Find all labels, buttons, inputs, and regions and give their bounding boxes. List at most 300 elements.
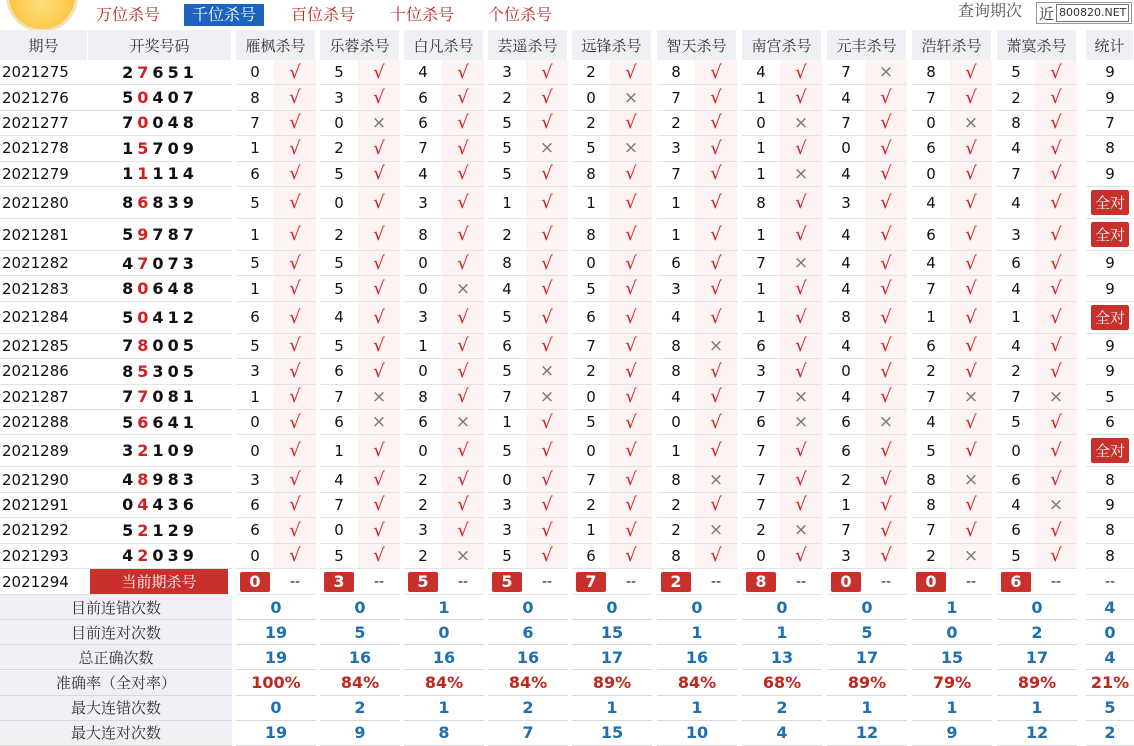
correct-icon: √ [695,385,737,410]
table-row [0,359,1134,384]
summary-row [0,595,1134,620]
site-logo [6,0,78,32]
kill-number: 5 [320,544,358,569]
pending-placeholder: -- [274,569,316,595]
kill-number: 1 [742,136,780,161]
draw-digit: 3 [152,361,168,381]
draw-digit: 7 [122,113,138,133]
issue-cell: 2021281 [0,219,88,251]
all-correct-badge: 全对 [1091,190,1129,215]
kill-number: 8 [404,385,442,410]
kill-number: 4 [320,467,358,492]
correct-icon: √ [610,410,652,435]
kill-number: 3 [657,136,695,161]
kill-number: 7 [742,493,780,518]
draw-digit: 4 [152,495,168,515]
draw-digit: 7 [152,138,168,158]
kill-number: 2 [572,111,610,136]
issue-cell: 2021282 [0,251,88,276]
correct-icon: √ [610,60,652,85]
kill-number: 7 [827,111,865,136]
summary-stat: 5 [1086,696,1134,721]
kill-number: 2 [912,544,950,569]
draw-digit: 1 [152,441,168,461]
draw-digit: 5 [182,336,198,356]
draw-digit: 4 [152,88,168,108]
kill-number: 4 [827,334,865,359]
summary-value: 89% [827,671,907,696]
draw-digit: 3 [167,193,183,212]
current-kill-digit: 0 [831,572,861,592]
table-row [0,136,1134,161]
correct-icon: √ [274,385,316,410]
correct-icon: √ [274,162,316,187]
kill-number: 0 [742,544,780,569]
kill-number: 2 [488,219,526,251]
kill-number: 4 [912,251,950,276]
kill-number: 2 [320,219,358,251]
correct-icon: √ [358,187,400,219]
correct-icon: √ [695,276,737,301]
current-kill-banner [90,569,228,595]
issue-cell: 2021278 [0,136,88,161]
current-stat-placeholder: -- [1086,569,1134,595]
correct-icon: √ [442,385,484,410]
kill-number: 7 [997,162,1035,187]
correct-icon: √ [865,219,907,251]
correct-icon: √ [358,467,400,492]
tab-2[interactable]: 千位杀号 [184,4,264,26]
correct-icon: √ [780,544,822,569]
tab-4[interactable]: 十位杀号 [390,5,455,24]
draw-number [88,410,232,435]
kill-number: 6 [997,251,1035,276]
correct-icon: √ [526,276,568,301]
draw-number [88,276,232,301]
correct-icon: √ [442,219,484,251]
draw-digit: 0 [152,336,168,356]
correct-icon: √ [526,410,568,435]
correct-icon: √ [695,219,737,251]
correct-icon: √ [780,435,822,467]
correct-icon: √ [610,111,652,136]
correct-icon: √ [610,251,652,276]
draw-digit: 1 [167,307,183,327]
draw-digit: 9 [152,470,168,490]
issue-cell: 2021280 [0,187,88,219]
correct-icon: √ [274,136,316,161]
correct-icon: √ [950,493,992,518]
row-stat: 9 [1086,85,1134,110]
summary-value: 68% [742,671,822,696]
kill-number: 0 [742,111,780,136]
kill-number: 4 [657,385,695,410]
correct-icon: √ [274,359,316,384]
correct-icon: √ [695,435,737,467]
wrong-icon: × [780,251,822,276]
current-kill-digit: 2 [661,572,691,592]
draw-digit: 4 [167,412,183,432]
kill-number: 7 [912,85,950,110]
issue-cell: 2021287 [0,385,88,410]
issue-cell: 2021290 [0,467,88,492]
correct-icon: √ [780,302,822,334]
draw-digit: 6 [152,412,168,432]
correct-icon: √ [780,334,822,359]
draw-number [88,544,232,569]
correct-icon: √ [1035,187,1077,219]
kill-number: 5 [572,136,610,161]
kill-number: 6 [404,410,442,435]
summary-value: 8 [404,721,484,746]
draw-digit: 6 [152,62,168,82]
wrong-icon: × [526,136,568,161]
kill-number: 1 [236,385,274,410]
kill-number: 8 [572,219,610,251]
kill-number: 0 [404,435,442,467]
kill-number: 8 [488,251,526,276]
correct-icon: √ [358,251,400,276]
kill-number: 7 [742,467,780,492]
summary-stat: 21% [1086,671,1134,696]
draw-digit: 8 [167,470,183,490]
kill-number: 3 [827,544,865,569]
draw-number [88,85,232,110]
draw-digit: 7 [122,336,138,356]
correct-icon: √ [610,162,652,187]
wrong-icon: × [1035,385,1077,410]
kill-number: 0 [320,518,358,543]
correct-icon: √ [442,111,484,136]
draw-number [88,162,232,187]
kill-number: 7 [572,467,610,492]
pending-placeholder: -- [865,569,907,595]
kill-number: 8 [657,359,695,384]
kill-number: 1 [742,162,780,187]
kill-number: 3 [320,85,358,110]
table-row [0,251,1134,276]
wrong-icon: × [610,85,652,110]
correct-icon: √ [865,493,907,518]
kill-number: 6 [912,136,950,161]
correct-icon: √ [526,60,568,85]
header-expert-10: 萧寞杀号 [997,30,1077,60]
current-kill-number [404,569,442,595]
correct-icon: √ [780,219,822,251]
kill-number: 8 [997,111,1035,136]
kill-number: 5 [320,276,358,301]
correct-icon: √ [274,85,316,110]
pending-placeholder: -- [695,569,737,595]
kill-number: 6 [742,410,780,435]
kill-number: 5 [236,251,274,276]
table-row [0,162,1134,187]
kill-number: 4 [997,493,1035,518]
header-expert-2: 乐蓉杀号 [320,30,400,60]
issue-cell: 2021293 [0,544,88,569]
kill-number-table [0,30,1134,746]
correct-icon: √ [358,544,400,569]
kill-number: 0 [572,85,610,110]
correct-icon: √ [442,85,484,110]
draw-number [88,60,232,85]
kill-number: 2 [657,518,695,543]
kill-number: 1 [236,136,274,161]
table-row [0,302,1134,334]
correct-icon: √ [526,251,568,276]
correct-icon: √ [865,435,907,467]
kill-number: 0 [827,136,865,161]
kill-number: 4 [997,276,1035,301]
draw-digit: 1 [182,412,198,432]
kill-number: 6 [742,334,780,359]
correct-icon: √ [1035,359,1077,384]
draw-number [88,136,232,161]
wrong-icon: × [358,410,400,435]
kill-number: 3 [236,359,274,384]
current-kill-label: 当前期杀号 [90,569,228,594]
correct-icon: √ [695,251,737,276]
correct-icon: √ [950,187,992,219]
draw-digit-thousands: 9 [137,225,153,244]
correct-icon: √ [950,302,992,334]
draw-digit-thousands: 6 [137,412,153,432]
summary-row [0,671,1134,696]
summary-label: 准确率（全对率） [0,671,232,696]
correct-icon: √ [865,111,907,136]
kill-number: 3 [488,493,526,518]
wrong-icon: × [526,385,568,410]
kill-number: 2 [997,359,1035,384]
kill-number: 4 [827,385,865,410]
summary-label: 总正确次数 [0,645,232,670]
draw-digit: 8 [122,193,138,212]
correct-icon: √ [442,60,484,85]
correct-icon: √ [442,251,484,276]
summary-value: 13 [742,645,822,670]
issue-cell: 2021275 [0,60,88,85]
summary-value: 0 [236,696,316,721]
correct-icon: √ [358,334,400,359]
summary-value: 9 [912,721,992,746]
correct-icon: √ [950,518,992,543]
correct-icon: √ [950,359,992,384]
draw-digit: 7 [167,253,183,273]
correct-icon: √ [526,162,568,187]
kill-number: 4 [997,334,1035,359]
kill-number: 4 [827,251,865,276]
query-label: 查询期次 [958,1,1023,20]
kill-number: 1 [657,219,695,251]
kill-number: 7 [572,334,610,359]
header-expert-8: 元丰杀号 [827,30,907,60]
kill-number: 7 [912,385,950,410]
draw-digit: 0 [167,361,183,381]
draw-digit-thousands: 5 [137,361,153,381]
correct-icon: √ [358,85,400,110]
kill-number: 5 [488,544,526,569]
correct-icon: √ [442,493,484,518]
kill-number: 5 [912,435,950,467]
draw-digit: 4 [152,307,168,327]
kill-number: 0 [657,410,695,435]
correct-icon: √ [274,60,316,85]
summary-value: 1 [657,620,737,645]
summary-value: 15 [572,620,652,645]
correct-icon: √ [526,302,568,334]
draw-number [88,435,232,467]
wrong-icon: × [950,544,992,569]
wrong-icon: × [780,111,822,136]
kill-number: 2 [742,518,780,543]
kill-number: 7 [404,136,442,161]
correct-icon: √ [695,187,737,219]
draw-digit: 1 [152,520,168,540]
summary-value: 1 [912,595,992,620]
draw-number [88,251,232,276]
correct-icon: √ [526,111,568,136]
kill-number: 6 [912,334,950,359]
row-stat: 9 [1086,276,1134,301]
kill-number: 7 [742,435,780,467]
kill-number: 6 [572,544,610,569]
current-issue-row [0,569,1134,595]
summary-value: 0 [827,595,907,620]
kill-number: 0 [912,111,950,136]
pending-placeholder: -- [780,569,822,595]
correct-icon: √ [780,467,822,492]
summary-value: 16 [404,645,484,670]
current-kill-number [827,569,865,595]
correct-icon: √ [358,136,400,161]
summary-value: 1 [912,696,992,721]
draw-digit: 5 [122,225,138,244]
correct-icon: √ [610,385,652,410]
draw-digit: 0 [167,336,183,356]
correct-icon: √ [274,251,316,276]
kill-number: 0 [912,162,950,187]
summary-value: 84% [404,671,484,696]
header-expert-9: 浩轩杀号 [912,30,992,60]
query-period-input[interactable]: 近 [1036,2,1132,24]
summary-label: 最大连对次数 [0,721,232,746]
draw-digit: 4 [182,164,198,184]
kill-number: 5 [488,435,526,467]
summary-value: 1 [657,696,737,721]
draw-digit: 8 [122,279,138,299]
correct-icon: √ [1035,276,1077,301]
correct-icon: √ [610,518,652,543]
row-stat: 9 [1086,493,1134,518]
summary-value: 0 [236,595,316,620]
summary-value: 15 [912,645,992,670]
summary-row [0,696,1134,721]
draw-digit: 1 [182,387,198,407]
correct-icon: √ [610,467,652,492]
table-row [0,544,1134,569]
correct-icon: √ [274,219,316,251]
correct-icon: √ [695,544,737,569]
kill-number: 7 [742,385,780,410]
draw-digit: 0 [152,253,168,273]
kill-number: 2 [912,359,950,384]
kill-number: 2 [657,493,695,518]
pending-placeholder: -- [1035,569,1077,595]
draw-digit-thousands: 2 [137,520,153,540]
draw-digit: 9 [182,138,198,158]
tab-3[interactable]: 百位杀号 [291,5,356,24]
draw-digit: 3 [167,546,183,566]
correct-icon: √ [695,60,737,85]
correct-icon: √ [780,493,822,518]
summary-stat: 0 [1086,620,1134,645]
kill-number: 3 [404,518,442,543]
wrong-icon: × [610,136,652,161]
draw-digit-thousands: 7 [137,62,153,82]
draw-number [88,467,232,492]
correct-icon: √ [274,435,316,467]
table-row [0,276,1134,301]
draw-digit: 5 [167,62,183,82]
summary-value: 84% [488,671,568,696]
wrong-icon: × [865,60,907,85]
draw-number [88,219,232,251]
tab-1[interactable]: 万位杀号 [96,5,161,24]
kill-number: 1 [320,435,358,467]
tab-5[interactable]: 个位杀号 [488,5,553,24]
draw-digit: 9 [182,441,198,461]
kill-number: 8 [657,544,695,569]
draw-digit: 5 [122,520,138,540]
kill-number: 1 [827,493,865,518]
all-correct-badge: 全对 [1091,438,1129,463]
kill-number: 6 [404,111,442,136]
correct-icon: √ [780,136,822,161]
draw-digit: 6 [182,495,198,515]
summary-value: 6 [488,620,568,645]
kill-number: 7 [236,111,274,136]
draw-digit: 0 [152,546,168,566]
correct-icon: √ [1035,162,1077,187]
kill-number: 8 [404,219,442,251]
header-expert-7: 南宫杀号 [742,30,822,60]
correct-icon: √ [442,359,484,384]
draw-number [88,493,232,518]
summary-value: 12 [997,721,1077,746]
pending-placeholder: -- [442,569,484,595]
correct-icon: √ [865,136,907,161]
pending-placeholder: -- [610,569,652,595]
summary-value: 2 [742,696,822,721]
correct-icon: √ [442,162,484,187]
correct-icon: √ [610,493,652,518]
table-row [0,187,1134,219]
kill-number: 2 [657,111,695,136]
correct-icon: √ [780,187,822,219]
row-stat: 8 [1086,136,1134,161]
draw-digit: 3 [122,441,138,461]
summary-value: 5 [320,620,400,645]
summary-value: 0 [488,595,568,620]
draw-digit: 2 [182,307,198,327]
draw-digit: 2 [122,62,138,82]
header-stat: 统计 [1086,30,1134,60]
correct-icon: √ [695,493,737,518]
correct-icon: √ [1035,410,1077,435]
correct-icon: √ [695,410,737,435]
kill-number: 8 [657,467,695,492]
draw-digit: 0 [167,441,183,461]
